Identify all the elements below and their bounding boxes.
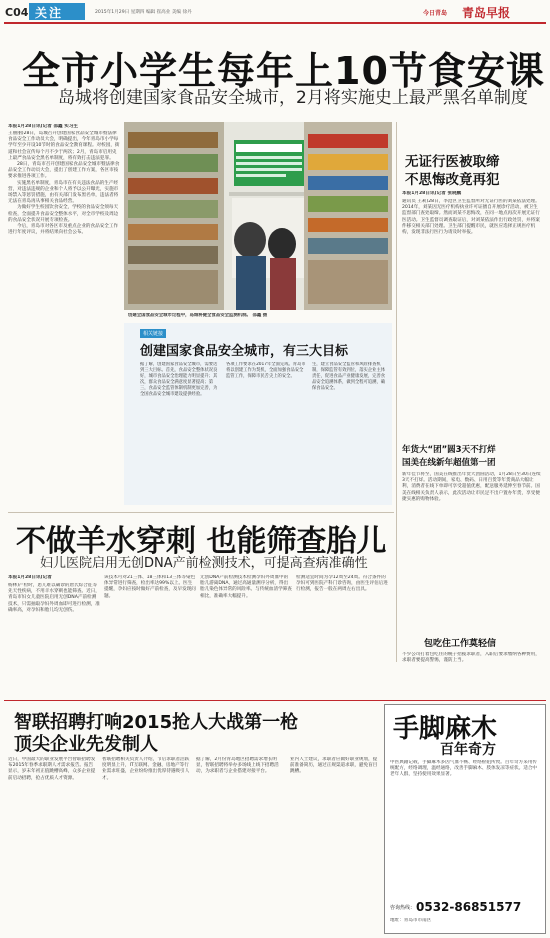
related-col: 各项工作要求在2017年全面完成。青岛市将以创建工作为契机，全面加强食品安全监管工作，保障市民舌尖上的安全。 [226,362,306,379]
right1-title: 不思悔改竟再犯 [405,172,500,188]
lead-para: 王丽丽)28日，岛城召开创建国家食品安全城市暨法律食品安全工作动员大会，明确提出，今年青岛市小学每学年至少开设10节时的食品安全教育课程。对校园，街道和社会宣传每个月不少于两次；2月，青岛市启用史上最严食品安全黑名单制度，将有效打击违法犯罪。 [8,131,120,161]
related-col: 生，建立食品安全监管和风险排查机制，保障监管有效到位，落实企业主体责任，促进食品产业健康发展，完善食品安全追溯体系，做到全程可追溯，确保食品安全。 [312,362,386,391]
page-header [0,0,550,24]
section-label: 关注 [35,6,64,20]
lead-para: 28日，青岛市召开创建国家食品安全城市暨法律食品安全工作动员大会，提出了创建工作方案，各区市按要求推进各项工作。 [8,162,120,180]
advert-title: 手脚麻木 [393,714,498,744]
jobs-subhead: 顶尖企业先发制人 [14,734,158,755]
advert-phone: 0532-86851577 [416,900,522,914]
right1-byline: 本报1月28日讯(记者 张晓鹏 [402,191,462,196]
column-divider [396,122,397,662]
advert-hotline-label: 咨询热线： [390,905,416,911]
dateline: 2015年1月29日 星期四 编辑 崔高业 美编 徐丹 [95,10,192,15]
notice-title: 包吃住工作莫轻信 [424,639,497,649]
lead-para: 实施黑名单制度，青岛市在有关违法食品的生产经营，对违法违规的企业和个人将予以公开曝光，实施市场禁入等惩罚措施，由有关部门发布黑名单，违法者将无法在青岛再从事相关食品经营。 [8,180,119,205]
related-kicker: 相关链接 [140,329,166,338]
masthead-logo: 青岛早报 [462,6,511,20]
prenatal-col: 无创DNA产前检测技术检测孕妇外周血中的胎儿游离DNA，通过高通量测序分析，得出胎儿染色体异常的风险率。与传统血清学筛查相比，准确率大幅提升。 [200,575,292,599]
lead-para: 为做好学生校园饮食安全，学校的食品安全须每天检查，全面提升食品安全整体水平，对全市学校及周边的食品安全状况开展专项检查。 [8,205,119,223]
prenatal-byline: 本报1月28日讯(记者 [8,575,52,580]
right2-title: 国美在线新年超值第一团 [402,458,496,468]
photo-caption: 创建全国食品安全城市过程中，岛城将健全食品安全监测机制。 邵鑫 摄 [128,313,268,318]
right1-body: 通讯员 王莉)28日，李沧区卫生监督所对无证行医的刘某依法处理。2014年，刘某因无医疗机构执业许可证擅自开展诊疗活动，被卫生监督部门查处取缔。然而刘某不思悔改，在同一地点再次开展无证行医活动。卫生监督员调查取证后，对刘某依法作出行政处罚，并将案件移交相关部门处理。卫生部门提醒市民，就医应选择正规医疗机构，发现非法行医行为请及时举报。 [402,199,540,236]
advert-address: 地址：青岛市市南区 [390,918,432,923]
lead-para: 今后，青岛市对各区市及重点企业的食品安全工作进行年度评议，并将结果向社会公布。 [8,224,119,236]
lead-headline: 全市小学生每年上10节食安课 [22,49,545,93]
prenatal-subhead: 妇儿医院启用无创DNA产前检测技术，可提高查病准确性 [40,556,368,571]
page-number: C04 [5,6,29,19]
supermarket-photo [124,122,392,310]
related-title: 创建国家食品安全城市，有三大目标 [140,344,349,359]
prenatal-col: 该技术可对21三体、18三体和13三体等染色体异常进行筛查，检出率达99%以上。医生提醒，孕妇应按时做好产前检查，及早发现问题。 [104,575,196,599]
header-rule [4,22,546,24]
advert-body: 中医典籍记载，手脚麻木多因气血不畅、经络瘀阻所致。百年奇方采用传统配方，经络调理，温经通络，改善手脚麻木、肢体发凉等症状。适合中老年人群，坚持使用效果显著。 [390,760,538,778]
right1-title: 无证行医被取缔 [405,154,500,170]
prenatal-col: 杨林)产检时，患儿难以确诊的唐氏综合征等先天性疾病，不用羊水穿刺也能筛查。近日，青岛市妇女儿童医院启用无创DNA产前检测技术，只需抽取孕妇外周血即可进行检测，准确率高，对孕妇和胎儿均无创伤。 [8,583,100,613]
lead-byline: 本报1月28日讯(记者 邵鑫 实习生 [8,124,79,129]
prenatal-col: 检测适宜时间为孕12周至24周。符合条件的孕妇可到医院产科门诊咨询，由医生评估后进行检测，报告一般在两周左右出具。 [296,575,388,593]
bottom-rule [4,700,546,701]
jobs-col: 业内人士建议，求职者应做好职业规划，提前准备简历，通过正规渠道求职，避免盲目跳槽。 [290,757,378,775]
notice-body: 不少公司打着包吃住的幌子招揽求职者，入职后要求缴纳各种费用，求职者要提高警惕，谨防上当。 [402,652,540,664]
jobs-col: 近日，中国最大的职业发展平台智联招聘发布2015年春季求职期人才需求报告。报告显示，岁末年初正值跳槽高峰，众多企业提前启动招聘，抢占优质人才资源。 [8,757,96,781]
advert-subtitle: 百年奇方 [440,742,496,758]
right2-body: 新年佳节将至，国美在线推出年货大团圆活动，1月28日至30日连续3天不打烊。活动期间，家电、数码、日用百货等年货商品大幅让利，消费者在线下单即可享受超值优惠，配送服务延伸至春节前。国美在线相关负责人表示，此次活动让市民足不出户置办年货，享受便捷实惠的购物体验。 [402,472,541,502]
jobs-col: 据了解，2月份青岛地区招聘需求增长明显，智联招聘将举办多场线上线下招聘活动，为求职者与企业搭建对接平台。 [196,757,279,775]
lead-photo [124,122,392,310]
related-col: 据了解，创建国家食品安全城市，需要达到三大目标。首先，食品安全整体状况良好，城市食品安全治理能力明显提升；其次，群众食品安全满意度显著提高；第三，食品安全监管体制机制更加完善，为全国食品安全城市建设提供经验。 [140,362,218,397]
lead-body [8,131,120,509]
right2-title: 年货大“团”圆3天不打烊 [402,445,496,455]
lead-subhead: 岛城将创建国家食品安全城市，2月将实施史上最严黑名单制度 [58,88,528,108]
jobs-headline: 智联招聘打响2015抢人大战第一枪 [14,712,299,733]
masthead-tag: 今日青岛 [423,10,448,17]
jobs-col: 智联招聘相关负责人介绍，节后求职者活跃度明显上升，IT互联网、金融、房地产等行业需求旺盛，企业纷纷推出优厚待遇吸引人才。 [102,757,190,781]
prenatal-headline: 不做羊水穿刺 也能筛查胎儿 [16,524,387,559]
section-divider [8,512,394,513]
